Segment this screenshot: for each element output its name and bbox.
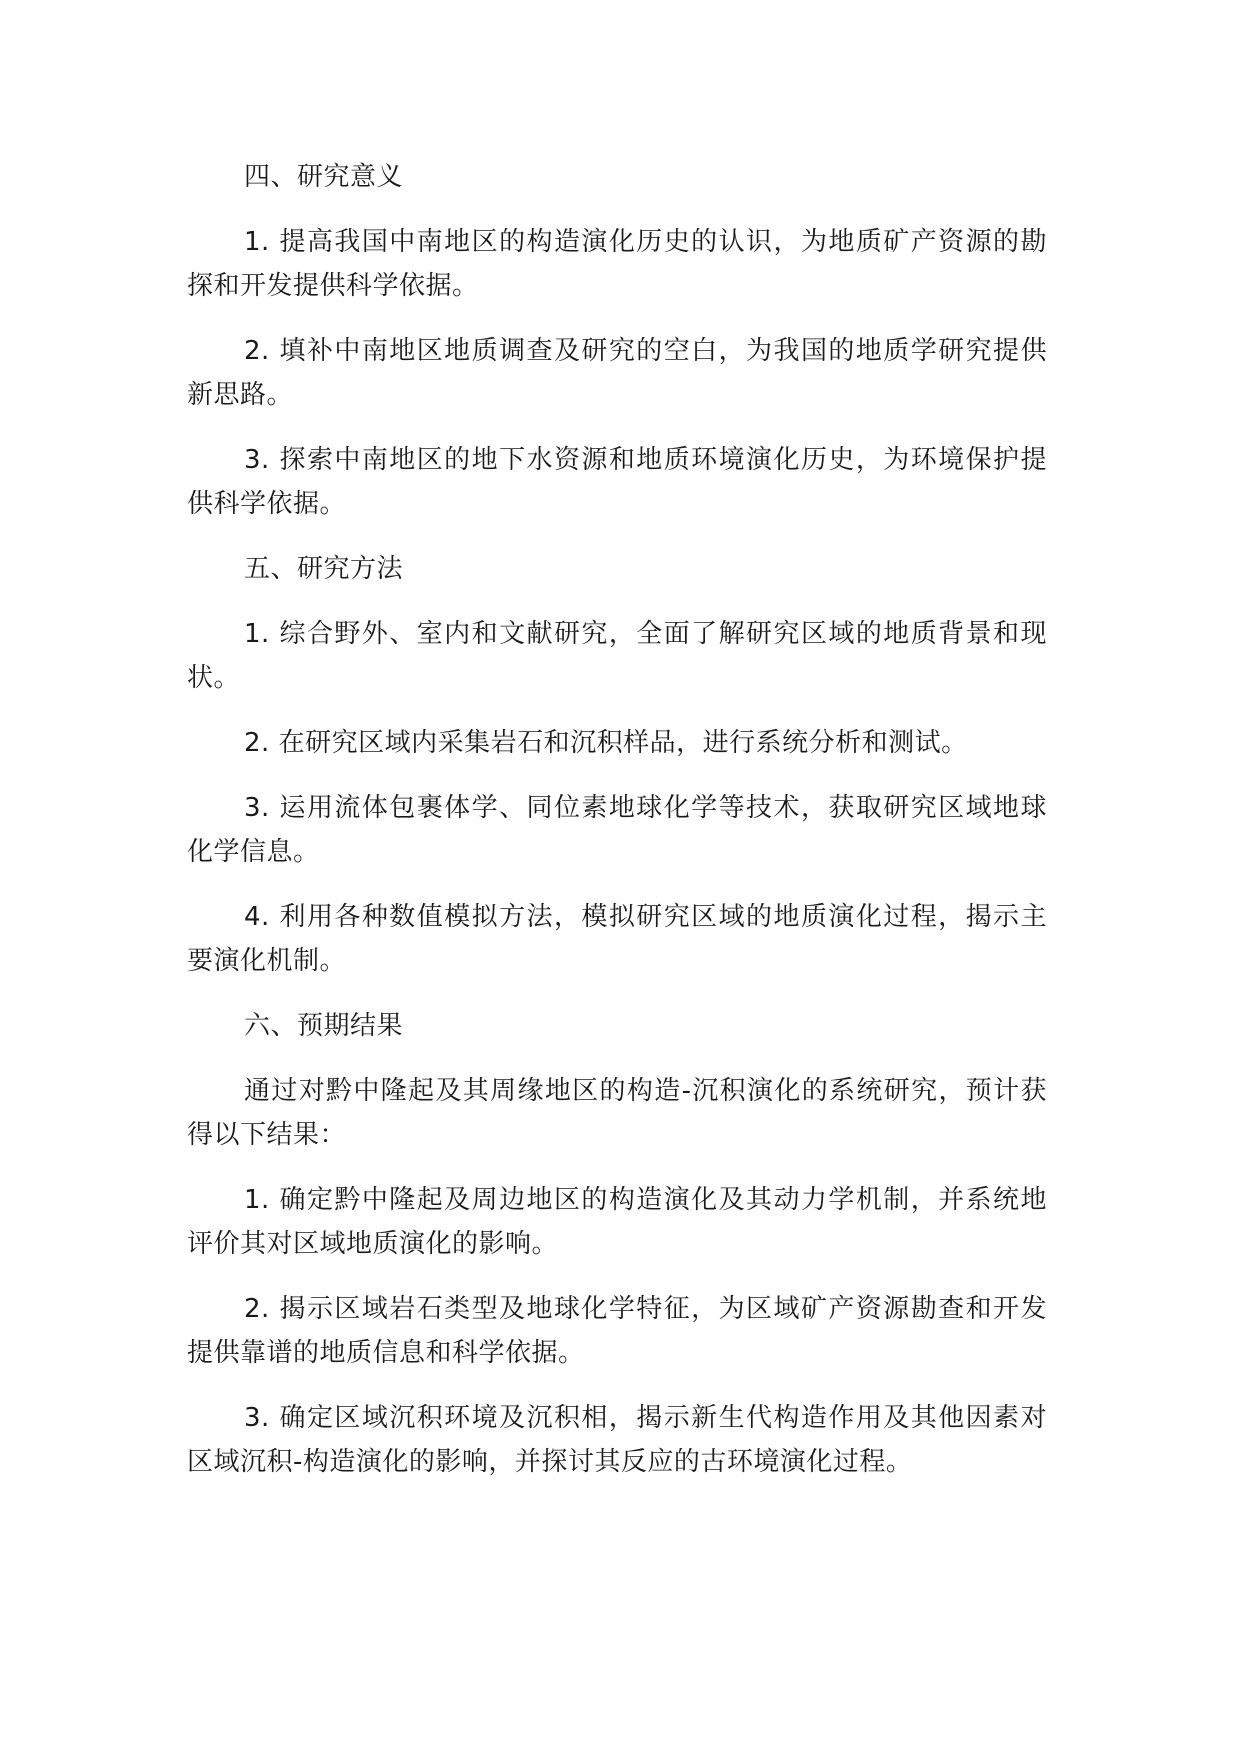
paragraph: 3. 确定区域沉积环境及沉积相，揭示新生代构造作用及其他因素对区域沉积-构造演化的影响，并探讨其反应的古环境演化过程。: [187, 1403, 1047, 1477]
paragraph: 2. 填补中南地区地质调查及研究的空白，为我国的地质学研究提供新思路。: [187, 336, 1047, 410]
paragraph: 1. 综合野外、室内和文献研究，全面了解研究区域的地质背景和现状。: [187, 619, 1047, 693]
paragraph: 1. 确定黔中隆起及周边地区的构造演化及其动力学机制，并系统地评价其对区域地质演化的影响。: [187, 1185, 1047, 1259]
paragraph: 3. 探索中南地区的地下水资源和地质环境演化历史，为环境保护提供科学依据。: [187, 445, 1047, 519]
paragraph: 1. 提高我国中南地区的构造演化历史的认识，为地质矿产资源的勘探和开发提供科学依据。: [187, 227, 1047, 301]
paragraph: 4. 利用各种数值模拟方法，模拟研究区域的地质演化过程，揭示主要演化机制。: [187, 902, 1047, 976]
paragraph: 通过对黔中隆起及其周缘地区的构造-沉积演化的系统研究，预计获得以下结果：: [187, 1076, 1047, 1150]
section-heading-significance: 四、研究意义: [244, 162, 404, 192]
document-body: [187, 155, 1047, 1505]
paragraph: 2. 揭示区域岩石类型及地球化学特征，为区域矿产资源勘查和开发提供靠谱的地质信息和科学依据。: [187, 1294, 1047, 1368]
paragraph: 2. 在研究区域内采集岩石和沉积样品，进行系统分析和测试。: [244, 728, 968, 758]
paragraph: 3. 运用流体包裹体学、同位素地球化学等技术，获取研究区域地球化学信息。: [187, 793, 1047, 867]
section-heading-expected-results: 六、预期结果: [244, 1011, 404, 1041]
section-heading-methods: 五、研究方法: [244, 554, 404, 584]
